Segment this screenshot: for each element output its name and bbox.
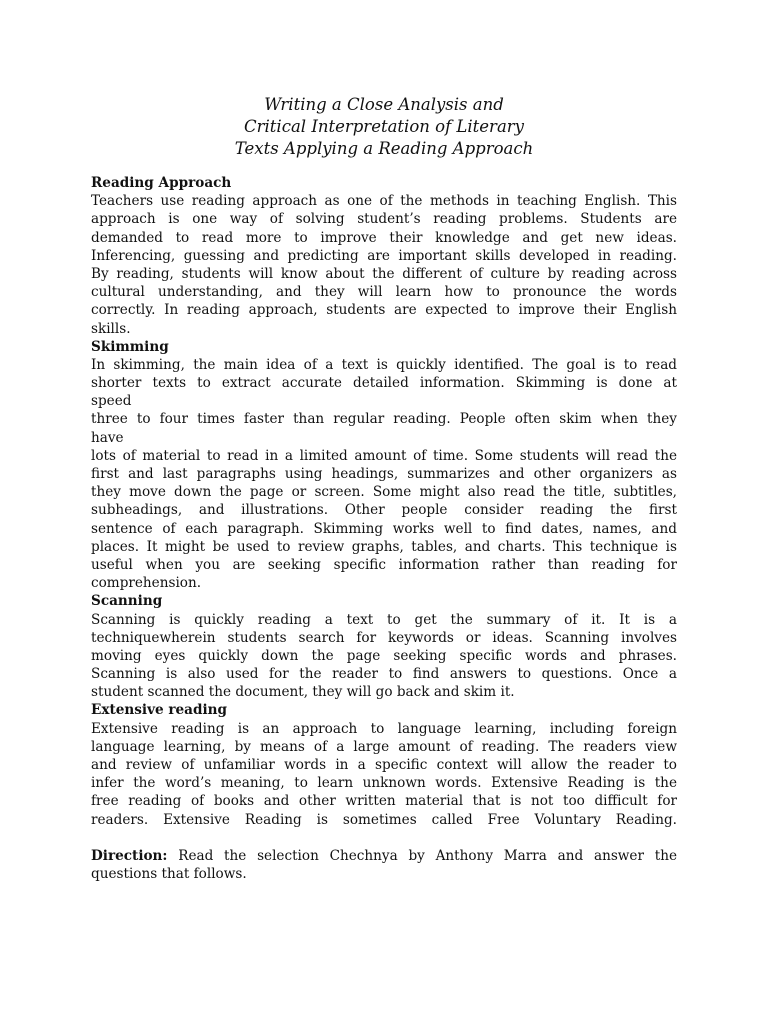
document-title (0, 94, 768, 160)
paragraph-line: have (91, 429, 124, 446)
paragraph-line: skills. (91, 320, 131, 337)
paragraph-line: and review of unfamiliar words in a specific context will allow the reader to (91, 757, 677, 773)
paragraph-line: Scanning is also used for the reader to find answers to questions. Once a (91, 666, 677, 683)
paragraph-line: speed (91, 393, 132, 410)
paragraph-line: Extensive reading is an approach to language learning, including foreign (91, 720, 677, 737)
paragraph-line: Inferencing, guessing and predicting are important skills developed in reading. (91, 247, 677, 264)
paragraph-line: comprehension. (91, 575, 202, 592)
paragraph-line: free reading of books and other written material that is not too difficult for (91, 793, 677, 810)
paragraph-line: three to four times faster than regular reading. People often skim when they (91, 411, 677, 428)
title-line-3: Texts Applying a Reading Approach (234, 139, 534, 158)
paragraph-line: readers. Extensive Reading is sometimes called Free Voluntary Reading. (91, 811, 677, 828)
paragraph-line: they move down the page or screen. Some might also read the title, subtitles, (91, 484, 677, 501)
paragraph-line: first and last paragraphs using headings, summarizes and other organizers as (91, 466, 677, 482)
scanning-heading: Scanning (91, 593, 163, 610)
paragraph-line: In skimming, the main idea of a text is quickly identified. The goal is to read (91, 356, 677, 373)
paragraph-line: techniquewherein students search for keywords or ideas. Scanning involves (91, 629, 677, 646)
direction-label: Direction: (91, 847, 168, 864)
paragraph-line: By reading, students will know about the different of culture by reading across (91, 265, 677, 282)
paragraph-line: lots of material to read in a limited amount of time. Some students will read the (91, 447, 677, 464)
paragraph-line: subheadings, and illustrations. Other people consider reading the first (91, 502, 677, 519)
skimming-heading: Skimming (91, 338, 169, 355)
extensive-reading-heading: Extensive reading (91, 702, 228, 719)
direction-text: Read the selection Chechnya by Anthony Marra and answer the (167, 847, 677, 864)
paragraph-line: correctly. In reading approach, students are expected to improve their English (91, 302, 677, 319)
paragraph-line: infer the word’s meaning, to learn unknown words. Extensive Reading is the (91, 775, 677, 792)
paragraph-line: sentence of each paragraph. Skimming works well to find dates, names, and (91, 520, 677, 537)
paragraph-line: places. It might be used to review graphs, tables, and charts. This technique is (91, 538, 677, 555)
paragraph-line: language learning, by means of a large amount of reading. The readers view (91, 738, 677, 755)
direction-line-2: questions that follows. (91, 866, 247, 883)
paragraph-line: student scanned the document, they will go back and skim it. (91, 684, 515, 701)
title-line-2: Critical Interpretation of Literary (244, 117, 524, 136)
paragraph-line: cultural understanding, and they will learn how to pronounce the words (91, 284, 677, 301)
paragraph-line: demanded to read more to improve their knowledge and get new ideas. (91, 229, 677, 246)
paragraph-line: Teachers use reading approach as one of the methods in teaching English. This (91, 193, 677, 210)
paragraph-line: approach is one way of solving student’s reading problems. Students are (91, 211, 677, 228)
blank-line (91, 829, 677, 847)
paragraph-line: moving eyes quickly down the page seeking specific words and phrases. (91, 647, 677, 664)
title-line-1: Writing a Close Analysis and (264, 95, 504, 114)
paragraph-line: Scanning is quickly reading a text to get the summary of it. It is a (91, 611, 677, 628)
paragraph-line: useful when you are seeking specific information rather than reading for (91, 556, 677, 573)
direction-line (91, 847, 677, 865)
paragraph-line: shorter texts to extract accurate detailed information. Skimming is done at (91, 375, 677, 392)
reading-approach-heading: Reading Approach (91, 175, 232, 191)
document-body (91, 174, 677, 883)
